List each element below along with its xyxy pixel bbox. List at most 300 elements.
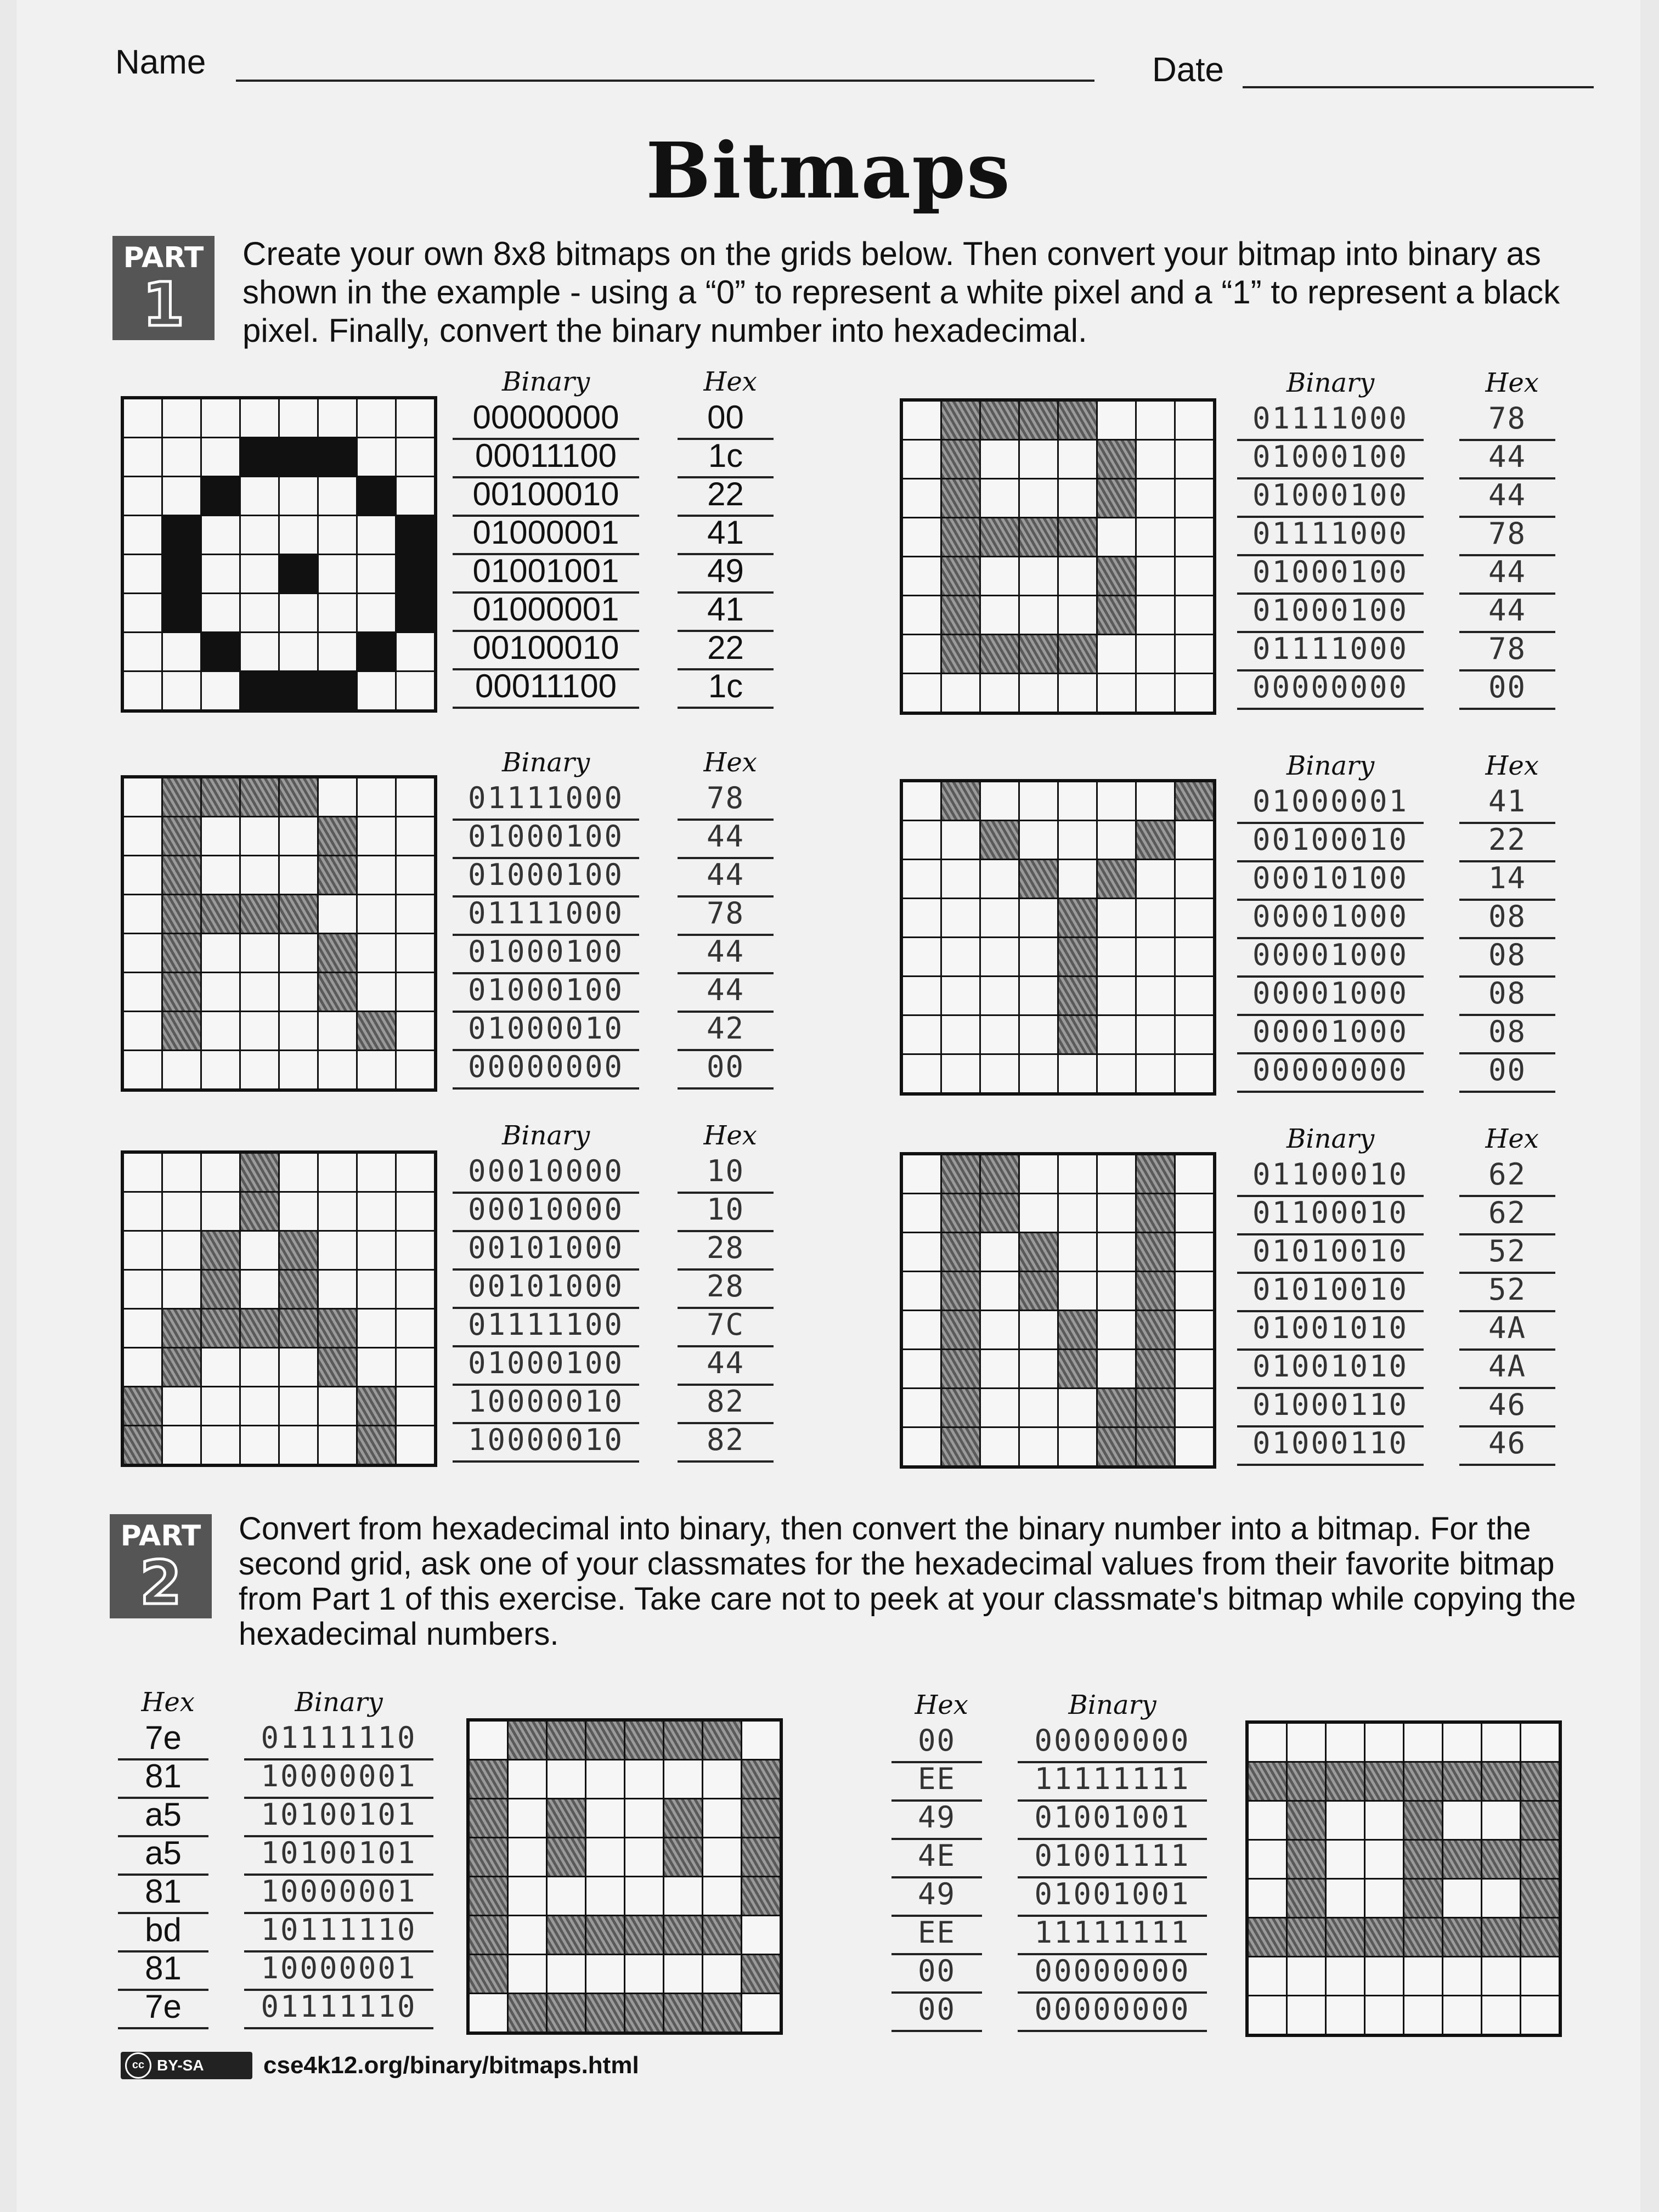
- pixel-empty[interactable]: [358, 856, 395, 894]
- pixel-empty[interactable]: [241, 856, 278, 894]
- pixel-empty[interactable]: [1098, 899, 1135, 936]
- pixel-empty[interactable]: [241, 973, 278, 1011]
- pixel-empty[interactable]: [1176, 1272, 1213, 1310]
- pixel-empty[interactable]: [1059, 1428, 1096, 1465]
- pixel-filled[interactable]: [1137, 1428, 1174, 1465]
- bitmap-y-hex-row[interactable]: 22: [1459, 822, 1555, 862]
- pixel-empty[interactable]: [625, 1955, 663, 1993]
- pixel-empty[interactable]: [397, 973, 434, 1011]
- pixel-filled[interactable]: [280, 778, 317, 816]
- pixel-empty[interactable]: [1059, 860, 1096, 898]
- pixel-empty[interactable]: [1482, 1802, 1520, 1839]
- pixel-empty[interactable]: [903, 977, 940, 1014]
- bitmap-y-hex-row[interactable]: 00: [1459, 1052, 1555, 1093]
- pixel-filled[interactable]: [1137, 1233, 1174, 1271]
- pixel-filled[interactable]: [1443, 1918, 1481, 1956]
- pixel-empty[interactable]: [548, 1955, 585, 1993]
- pixel-empty[interactable]: [1482, 1957, 1520, 1995]
- pixel-empty[interactable]: [1020, 1155, 1057, 1193]
- pixel-empty[interactable]: [703, 1877, 741, 1915]
- pixel-empty[interactable]: [202, 856, 239, 894]
- pixel-empty[interactable]: [1176, 821, 1213, 859]
- bitmap-a-hex-row[interactable]: 28: [678, 1230, 774, 1271]
- pixel-empty[interactable]: [1249, 1880, 1286, 1917]
- pixel-filled[interactable]: [1020, 1272, 1057, 1310]
- pixel-empty[interactable]: [163, 1387, 200, 1425]
- pixel-empty[interactable]: [548, 1877, 585, 1915]
- bitmap-a-binary-row[interactable]: 01111100: [453, 1307, 639, 1347]
- pixel-empty[interactable]: [1098, 635, 1135, 673]
- pixel-empty[interactable]: [703, 1955, 741, 1993]
- pixel-filled[interactable]: [1404, 1918, 1442, 1956]
- pixel-filled[interactable]: [280, 1310, 317, 1347]
- bitmap-a-hex-row[interactable]: 82: [678, 1422, 774, 1463]
- bitmap-b-binary-row[interactable]: 01111000: [1237, 631, 1424, 672]
- bitmap-r-hex-row[interactable]: 44: [678, 819, 774, 859]
- pixel-filled[interactable]: [280, 1271, 317, 1308]
- pixel-empty[interactable]: [241, 1387, 278, 1425]
- pixel-empty[interactable]: [280, 1012, 317, 1049]
- pixel-empty[interactable]: [1137, 1016, 1174, 1053]
- pixel-empty[interactable]: [1059, 1389, 1096, 1426]
- pixel-filled[interactable]: [1365, 1918, 1403, 1956]
- pixel-empty[interactable]: [319, 1193, 356, 1230]
- pixel-empty[interactable]: [124, 594, 161, 631]
- bitmap-n-hex-row[interactable]: 4A: [1459, 1348, 1555, 1389]
- pixel-empty[interactable]: [1098, 1272, 1135, 1310]
- pixel-filled[interactable]: [202, 895, 239, 933]
- pixel-empty[interactable]: [1176, 518, 1213, 556]
- pixel-filled[interactable]: [319, 856, 356, 894]
- pixel-empty[interactable]: [319, 399, 356, 437]
- pixel-empty[interactable]: [1176, 860, 1213, 898]
- pixel-empty[interactable]: [942, 938, 979, 975]
- bitmap-a-hex-row[interactable]: 10: [678, 1153, 774, 1194]
- bitmap-n-hex-row[interactable]: 62: [1459, 1156, 1555, 1197]
- pixel-empty[interactable]: [319, 477, 356, 515]
- bitmap-y-hex-row[interactable]: 41: [1459, 783, 1555, 824]
- pixel-empty[interactable]: [981, 1311, 1018, 1348]
- pixel-empty[interactable]: [124, 817, 161, 855]
- pixel-filled[interactable]: [1137, 1350, 1174, 1387]
- bitmap-a-hex-row[interactable]: 28: [678, 1268, 774, 1309]
- pixel-empty[interactable]: [397, 633, 434, 670]
- pixel-empty[interactable]: [124, 555, 161, 592]
- pixel-filled[interactable]: [280, 1232, 317, 1269]
- bitmap-b-binary-row[interactable]: 01111000: [1237, 400, 1424, 441]
- pixel-empty[interactable]: [903, 782, 940, 820]
- pixel-empty[interactable]: [124, 856, 161, 894]
- bitmap-y-hex-row[interactable]: 14: [1459, 860, 1555, 901]
- pixel-empty[interactable]: [1020, 821, 1057, 859]
- pixel-empty[interactable]: [1059, 1272, 1096, 1310]
- pixel-filled[interactable]: [241, 1193, 278, 1230]
- pixel-empty[interactable]: [903, 821, 940, 859]
- bitmap-b-binary-row[interactable]: 01000100: [1237, 477, 1424, 518]
- pixel-empty[interactable]: [163, 1193, 200, 1230]
- bitmap-a-hex-row[interactable]: 7C: [678, 1307, 774, 1347]
- pixel-empty[interactable]: [981, 938, 1018, 975]
- bitmap-r-binary-row[interactable]: 01000010: [453, 1011, 639, 1051]
- bitmap-r-binary-row[interactable]: 01000100: [453, 972, 639, 1013]
- pixel-empty[interactable]: [1176, 1155, 1213, 1193]
- bitmap-n-hex-row[interactable]: 46: [1459, 1425, 1555, 1466]
- classmate-hex-row[interactable]: EE: [891, 1761, 982, 1802]
- pixel-empty[interactable]: [981, 860, 1018, 898]
- pixel-empty[interactable]: [625, 1799, 663, 1837]
- pixel-empty[interactable]: [981, 1428, 1018, 1465]
- classmate-hex-row[interactable]: 00: [891, 1953, 982, 1994]
- bitmap-r-hex-row[interactable]: 42: [678, 1011, 774, 1051]
- pixel-filled[interactable]: [548, 1722, 585, 1759]
- pixel-empty[interactable]: [903, 1016, 940, 1053]
- pixel-filled[interactable]: [1176, 782, 1213, 820]
- pixel-empty[interactable]: [124, 1193, 161, 1230]
- pixel-empty[interactable]: [241, 594, 278, 631]
- pixel-empty[interactable]: [319, 594, 356, 631]
- pixel-filled[interactable]: [981, 821, 1018, 859]
- pixel-empty[interactable]: [163, 1271, 200, 1308]
- pixel-empty[interactable]: [742, 1916, 780, 1954]
- pixel-empty[interactable]: [903, 557, 940, 595]
- pixel-filled[interactable]: [1365, 1763, 1403, 1800]
- pixel-empty[interactable]: [202, 1012, 239, 1049]
- classmate-binary-row[interactable]: 00000000: [1018, 1953, 1207, 1994]
- pixel-empty[interactable]: [742, 1722, 780, 1759]
- pixel-filled[interactable]: [1404, 1802, 1442, 1839]
- pixel-filled[interactable]: [163, 934, 200, 972]
- pixel-filled[interactable]: [163, 895, 200, 933]
- pixel-filled[interactable]: [358, 477, 395, 515]
- pixel-empty[interactable]: [397, 1310, 434, 1347]
- pixel-empty[interactable]: [742, 1994, 780, 2032]
- pixel-empty[interactable]: [280, 633, 317, 670]
- pixel-filled[interactable]: [942, 1428, 979, 1465]
- pixel-empty[interactable]: [509, 1799, 546, 1837]
- pixel-empty[interactable]: [586, 1877, 624, 1915]
- pixel-empty[interactable]: [1020, 782, 1057, 820]
- pixel-empty[interactable]: [280, 1051, 317, 1088]
- pixel-empty[interactable]: [981, 782, 1018, 820]
- bitmap-b-hex-row[interactable]: 78: [1459, 516, 1555, 556]
- pixel-filled[interactable]: [124, 1426, 161, 1464]
- pixel-empty[interactable]: [397, 895, 434, 933]
- bitmap-b-hex-row[interactable]: 00: [1459, 669, 1555, 710]
- classmate-binary-row[interactable]: 01001001: [1018, 1876, 1207, 1917]
- pixel-empty[interactable]: [358, 555, 395, 592]
- bitmap-a-hex-row[interactable]: 10: [678, 1192, 774, 1232]
- pixel-empty[interactable]: [1059, 782, 1096, 820]
- pixel-empty[interactable]: [163, 1426, 200, 1464]
- pixel-filled[interactable]: [1521, 1841, 1559, 1878]
- classmate-binary-row[interactable]: 01001001: [1018, 1799, 1207, 1840]
- pixel-filled[interactable]: [1059, 1016, 1096, 1053]
- pixel-empty[interactable]: [124, 778, 161, 816]
- pixel-filled[interactable]: [509, 1994, 546, 2032]
- pixel-empty[interactable]: [124, 895, 161, 933]
- pixel-filled[interactable]: [981, 402, 1018, 439]
- pixel-empty[interactable]: [903, 635, 940, 673]
- pixel-empty[interactable]: [397, 477, 434, 515]
- bitmap-r-binary-row[interactable]: 01000100: [453, 857, 639, 898]
- pixel-empty[interactable]: [942, 1016, 979, 1053]
- pixel-empty[interactable]: [981, 1389, 1018, 1426]
- bitmap-r-binary-row[interactable]: 01000100: [453, 819, 639, 859]
- pixel-empty[interactable]: [664, 1955, 702, 1993]
- pixel-empty[interactable]: [358, 778, 395, 816]
- pixel-empty[interactable]: [1365, 1724, 1403, 1761]
- pixel-empty[interactable]: [1098, 938, 1135, 975]
- pixel-empty[interactable]: [1249, 1802, 1286, 1839]
- pixel-filled[interactable]: [1059, 899, 1096, 936]
- pixel-empty[interactable]: [1137, 977, 1174, 1014]
- pixel-empty[interactable]: [1176, 977, 1213, 1014]
- pixel-empty[interactable]: [280, 594, 317, 631]
- pixel-filled[interactable]: [1288, 1802, 1325, 1839]
- pixel-empty[interactable]: [1020, 1311, 1057, 1348]
- pixel-filled[interactable]: [942, 518, 979, 556]
- pixel-empty[interactable]: [124, 672, 161, 709]
- classmate-binary-row[interactable]: 11111111: [1018, 1915, 1207, 1955]
- bitmap-r-hex-row[interactable]: 44: [678, 857, 774, 898]
- pixel-filled[interactable]: [358, 633, 395, 670]
- pixel-empty[interactable]: [358, 516, 395, 554]
- pixel-filled[interactable]: [1137, 821, 1174, 859]
- pixel-empty[interactable]: [903, 1428, 940, 1465]
- pixel-filled[interactable]: [1059, 1350, 1096, 1387]
- pixel-filled[interactable]: [202, 477, 239, 515]
- pixel-empty[interactable]: [470, 1994, 507, 2032]
- pixel-empty[interactable]: [1098, 518, 1135, 556]
- pixel-empty[interactable]: [1137, 782, 1174, 820]
- pixel-filled[interactable]: [664, 1994, 702, 2032]
- given-binary-row[interactable]: 01111110: [244, 1720, 433, 1760]
- pixel-empty[interactable]: [397, 1154, 434, 1191]
- pixel-empty[interactable]: [903, 1272, 940, 1310]
- bitmap-y-binary-row[interactable]: 00010100: [1237, 860, 1424, 901]
- pixel-empty[interactable]: [509, 1916, 546, 1954]
- pixel-empty[interactable]: [903, 1194, 940, 1232]
- pixel-empty[interactable]: [241, 477, 278, 515]
- pixel-empty[interactable]: [1288, 1996, 1325, 2034]
- pixel-empty[interactable]: [241, 555, 278, 592]
- pixel-filled[interactable]: [942, 782, 979, 820]
- bitmap-y-hex-row[interactable]: 08: [1459, 899, 1555, 939]
- bitmap-a-binary-row[interactable]: 01000100: [453, 1345, 639, 1386]
- pixel-filled[interactable]: [664, 1799, 702, 1837]
- pixel-filled[interactable]: [1137, 1311, 1174, 1348]
- pixel-filled[interactable]: [470, 1955, 507, 1993]
- pixel-filled[interactable]: [1137, 1194, 1174, 1232]
- pixel-empty[interactable]: [1137, 635, 1174, 673]
- pixel-empty[interactable]: [1404, 1957, 1442, 1995]
- pixel-empty[interactable]: [903, 518, 940, 556]
- classmate-binary-row[interactable]: 00000000: [1018, 1991, 1207, 2032]
- bitmap-y-binary-row[interactable]: 00001000: [1237, 899, 1424, 939]
- pixel-filled[interactable]: [319, 672, 356, 709]
- pixel-empty[interactable]: [124, 1271, 161, 1308]
- pixel-empty[interactable]: [241, 1232, 278, 1269]
- pixel-filled[interactable]: [358, 1426, 395, 1464]
- pixel-filled[interactable]: [548, 1838, 585, 1876]
- pixel-filled[interactable]: [1327, 1918, 1364, 1956]
- pixel-filled[interactable]: [1443, 1763, 1481, 1800]
- pixel-filled[interactable]: [163, 778, 200, 816]
- pixel-empty[interactable]: [202, 438, 239, 476]
- pixel-empty[interactable]: [1098, 782, 1135, 820]
- pixel-empty[interactable]: [124, 1012, 161, 1049]
- pixel-filled[interactable]: [163, 817, 200, 855]
- pixel-empty[interactable]: [1176, 1428, 1213, 1465]
- pixel-empty[interactable]: [942, 1055, 979, 1092]
- pixel-empty[interactable]: [586, 1799, 624, 1837]
- pixel-empty[interactable]: [397, 1387, 434, 1425]
- pixel-empty[interactable]: [1176, 899, 1213, 936]
- pixel-filled[interactable]: [548, 1799, 585, 1837]
- bitmap-r-hex-row[interactable]: 78: [678, 895, 774, 936]
- pixel-empty[interactable]: [358, 1154, 395, 1191]
- pixel-empty[interactable]: [664, 1760, 702, 1798]
- pixel-empty[interactable]: [1327, 1841, 1364, 1878]
- pixel-empty[interactable]: [509, 1838, 546, 1876]
- pixel-empty[interactable]: [358, 1193, 395, 1230]
- pixel-filled[interactable]: [319, 1348, 356, 1386]
- pixel-empty[interactable]: [1020, 977, 1057, 1014]
- pixel-filled[interactable]: [280, 555, 317, 592]
- bitmap-r-binary-row[interactable]: 01000100: [453, 934, 639, 974]
- classmate-binary-row[interactable]: 01001111: [1018, 1838, 1207, 1878]
- bitmap-y-binary-row[interactable]: 00100010: [1237, 822, 1424, 862]
- pixel-empty[interactable]: [358, 1051, 395, 1088]
- pixel-empty[interactable]: [202, 672, 239, 709]
- bitmap-n-hex-row[interactable]: 4A: [1459, 1310, 1555, 1351]
- pixel-empty[interactable]: [319, 1012, 356, 1049]
- bitmap-y-hex-row[interactable]: 08: [1459, 1014, 1555, 1054]
- pixel-filled[interactable]: [202, 633, 239, 670]
- pixel-empty[interactable]: [625, 1877, 663, 1915]
- pixel-filled[interactable]: [163, 973, 200, 1011]
- bitmap-b-binary-row[interactable]: 01111000: [1237, 516, 1424, 556]
- pixel-empty[interactable]: [280, 1426, 317, 1464]
- pixel-filled[interactable]: [202, 778, 239, 816]
- pixel-empty[interactable]: [1098, 1016, 1135, 1053]
- pixel-empty[interactable]: [280, 1193, 317, 1230]
- pixel-empty[interactable]: [1020, 899, 1057, 936]
- pixel-filled[interactable]: [1059, 977, 1096, 1014]
- pixel-empty[interactable]: [163, 672, 200, 709]
- pixel-empty[interactable]: [280, 1348, 317, 1386]
- pixel-empty[interactable]: [981, 977, 1018, 1014]
- bitmap-n-hex-row[interactable]: 62: [1459, 1195, 1555, 1235]
- pixel-filled[interactable]: [509, 1722, 546, 1759]
- pixel-empty[interactable]: [397, 1271, 434, 1308]
- pixel-empty[interactable]: [981, 1055, 1018, 1092]
- pixel-empty[interactable]: [202, 934, 239, 972]
- pixel-empty[interactable]: [397, 1426, 434, 1464]
- pixel-filled[interactable]: [586, 1916, 624, 1954]
- pixel-empty[interactable]: [1176, 1311, 1213, 1348]
- pixel-empty[interactable]: [163, 477, 200, 515]
- pixel-empty[interactable]: [1098, 1233, 1135, 1271]
- pixel-filled[interactable]: [397, 594, 434, 631]
- pixel-empty[interactable]: [124, 477, 161, 515]
- pixel-empty[interactable]: [358, 399, 395, 437]
- classmate-hex-row[interactable]: 00: [891, 1991, 982, 2032]
- bitmap-a-binary-row[interactable]: 00010000: [453, 1192, 639, 1232]
- pixel-empty[interactable]: [1176, 1055, 1213, 1092]
- pixel-empty[interactable]: [397, 399, 434, 437]
- pixel-empty[interactable]: [1176, 1194, 1213, 1232]
- bitmap-y-binary-row[interactable]: 00001000: [1237, 937, 1424, 978]
- pixel-empty[interactable]: [202, 399, 239, 437]
- pixel-filled[interactable]: [586, 1994, 624, 2032]
- pixel-empty[interactable]: [1098, 674, 1135, 712]
- pixel-filled[interactable]: [1521, 1802, 1559, 1839]
- pixel-empty[interactable]: [1365, 1996, 1403, 2034]
- pixel-filled[interactable]: [1404, 1841, 1442, 1878]
- pixel-filled[interactable]: [163, 856, 200, 894]
- pixel-filled[interactable]: [625, 1916, 663, 1954]
- pixel-empty[interactable]: [1176, 1016, 1213, 1053]
- pixel-filled[interactable]: [241, 778, 278, 816]
- pixel-empty[interactable]: [124, 1310, 161, 1347]
- pixel-empty[interactable]: [241, 1348, 278, 1386]
- pixel-filled[interactable]: [470, 1916, 507, 1954]
- given-binary-row[interactable]: 10100101: [244, 1835, 433, 1876]
- pixel-filled[interactable]: [1482, 1841, 1520, 1878]
- pixel-filled[interactable]: [319, 1310, 356, 1347]
- bitmap-b-hex-row[interactable]: 44: [1459, 439, 1555, 479]
- pixel-empty[interactable]: [1176, 635, 1213, 673]
- pixel-empty[interactable]: [942, 674, 979, 712]
- pixel-filled[interactable]: [163, 516, 200, 554]
- pixel-empty[interactable]: [1288, 1957, 1325, 1995]
- pixel-empty[interactable]: [586, 1955, 624, 1993]
- pixel-empty[interactable]: [1176, 596, 1213, 634]
- pixel-empty[interactable]: [358, 594, 395, 631]
- pixel-empty[interactable]: [1137, 441, 1174, 478]
- bitmap-b-binary-row[interactable]: 01000100: [1237, 592, 1424, 633]
- pixel-filled[interactable]: [1249, 1763, 1286, 1800]
- pixel-empty[interactable]: [1404, 1996, 1442, 2034]
- pixel-empty[interactable]: [903, 938, 940, 975]
- pixel-empty[interactable]: [1365, 1841, 1403, 1878]
- pixel-empty[interactable]: [1098, 821, 1135, 859]
- pixel-empty[interactable]: [358, 973, 395, 1011]
- pixel-empty[interactable]: [202, 1193, 239, 1230]
- pixel-empty[interactable]: [397, 1193, 434, 1230]
- pixel-empty[interactable]: [1020, 1428, 1057, 1465]
- pixel-empty[interactable]: [397, 1051, 434, 1088]
- pixel-filled[interactable]: [981, 1155, 1018, 1193]
- pixel-empty[interactable]: [1176, 557, 1213, 595]
- bitmap-r-binary-row[interactable]: 01111000: [453, 780, 639, 821]
- pixel-filled[interactable]: [942, 1389, 979, 1426]
- pixel-empty[interactable]: [1059, 821, 1096, 859]
- pixel-empty[interactable]: [319, 1154, 356, 1191]
- pixel-filled[interactable]: [703, 1722, 741, 1759]
- classmate-hex-row[interactable]: 49: [891, 1876, 982, 1917]
- pixel-empty[interactable]: [1365, 1802, 1403, 1839]
- pixel-empty[interactable]: [1521, 1996, 1559, 2034]
- pixel-empty[interactable]: [1249, 1996, 1286, 2034]
- pixel-empty[interactable]: [1020, 1350, 1057, 1387]
- pixel-empty[interactable]: [124, 516, 161, 554]
- pixel-filled[interactable]: [1098, 1389, 1135, 1426]
- pixel-empty[interactable]: [703, 1838, 741, 1876]
- pixel-filled[interactable]: [942, 596, 979, 634]
- pixel-filled[interactable]: [1482, 1918, 1520, 1956]
